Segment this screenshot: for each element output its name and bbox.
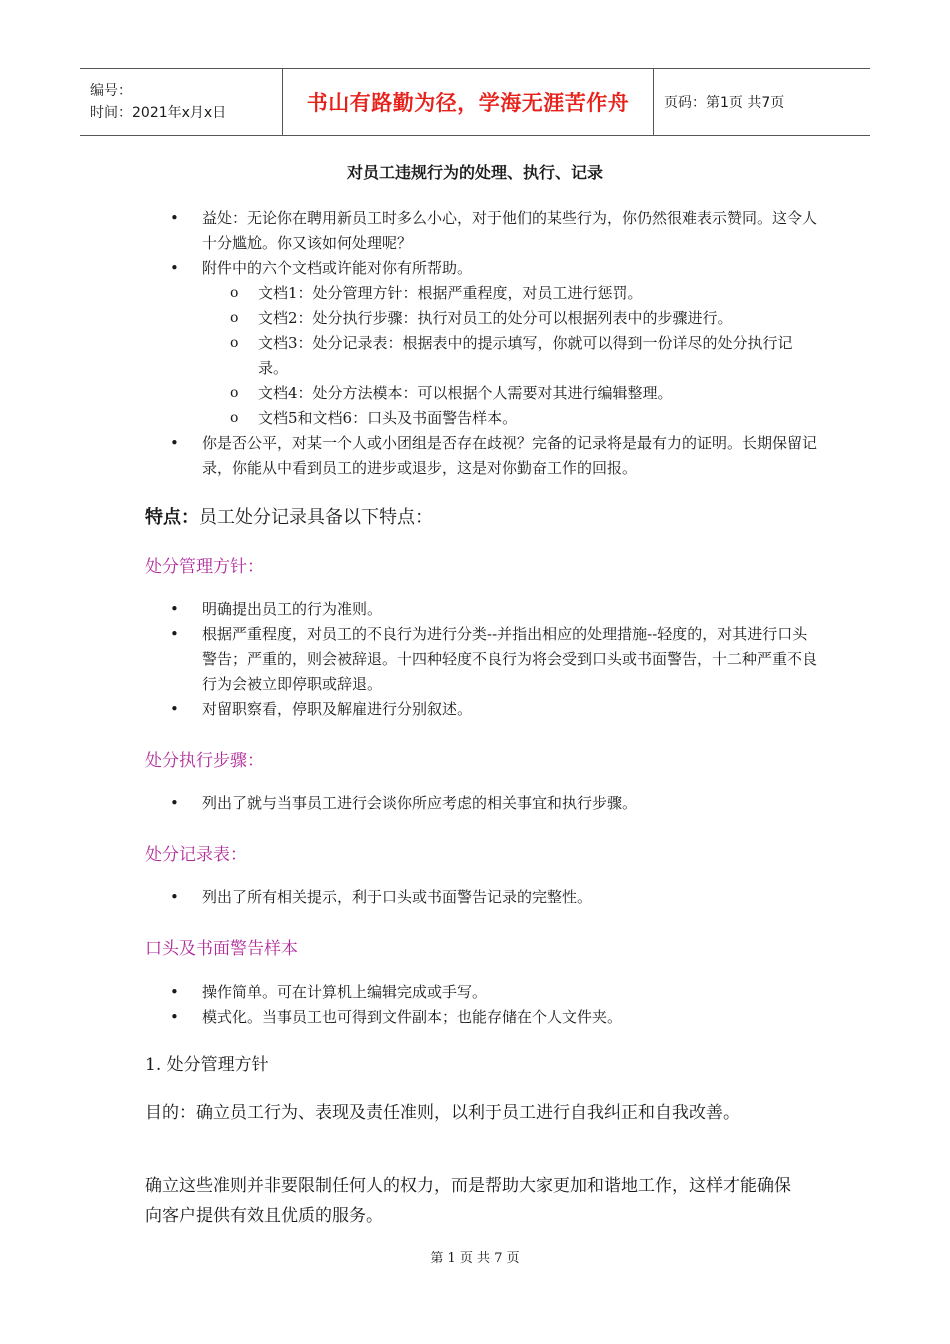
- section-list: [170, 980, 820, 1030]
- list-item: • 操作简单。可在计算机上编辑完成或手写。: [170, 980, 820, 1005]
- list-item: [170, 256, 820, 431]
- list-item: • 根据严重程度，对员工的不良行为进行分类--并指出相应的处理措施--轻度的，对其进行口头警告；严重的，则会被辞退。十四种轻度不良行为将会受到口头或书面警告，十二种严重不良行为会被立即停职或辞退。: [170, 622, 820, 697]
- sub-list-item: o 文档3：处分记录表：根据表中的提示填写，你就可以得到一份详尽的处分执行记录。: [230, 331, 818, 381]
- document-title: 对员工违规行为的处理、执行、记录: [346, 163, 603, 182]
- sub-list-item: o 文档1：处分管理方针：根据严重程度，对员工进行惩罚。: [230, 281, 818, 306]
- section-heading: 口头及书面警告样本: [145, 939, 298, 959]
- motto-text: 书山有路勤为径，学海无涯苦作舟: [306, 91, 630, 115]
- document-sublist: [202, 281, 820, 431]
- benefit-text: 益处：无论你在聘用新员工时多么小心，对于他们的某些行为，你仍然很难表示赞同。这令人十分尴尬。你又该如何处理呢？: [202, 209, 818, 252]
- attachment-text: 附件中的六个文档或许能对你有所帮助。: [202, 259, 473, 277]
- list-item: • 对留职察看，停职及解雇进行分别叙述。: [170, 697, 820, 722]
- page-footer: 第 1 页 共 7 页: [430, 1251, 520, 1266]
- section-list: [170, 791, 820, 816]
- feature-text: 员工处分记录具备以下特点：: [199, 507, 433, 528]
- document-number-label: 编号：: [90, 83, 132, 99]
- section-heading: 处分管理方针：: [145, 557, 264, 577]
- list-item: • 列出了所有相关提示，利于口头或书面警告记录的完整性。: [170, 885, 820, 910]
- sub-list-item: o 文档4：处分方法模本：可以根据个人需要对其进行编辑整理。: [230, 381, 818, 406]
- feature-label: 特点：: [145, 507, 199, 528]
- policy-purpose: 目的：确立员工行为、表现及责任准则，以利于员工进行自我纠正和自我改善。: [145, 1103, 740, 1123]
- feature-line: [145, 503, 433, 529]
- section-heading: 处分记录表：: [145, 845, 247, 865]
- header-meta: [80, 69, 282, 135]
- document-header: [80, 68, 870, 136]
- fairness-text: 你是否公平，对某一个人或小团组是否存在歧视？完备的记录将是最有力的证明。长期保留记录，你能从中看到员工的进步或退步，这是对你勤奋工作的回报。: [202, 434, 818, 477]
- list-item: [170, 206, 820, 256]
- page-number-label: 页码：第1页 共7页: [664, 95, 785, 111]
- section-list: [170, 597, 820, 722]
- header-page-info: [654, 69, 870, 135]
- list-item: • 列出了就与当事员工进行会谈你所应考虑的相关事宜和执行步骤。: [170, 791, 820, 816]
- policy-heading: 1. 处分管理方针: [145, 1055, 269, 1075]
- sub-list-item: o 文档2：处分执行步骤：执行对员工的处分可以根据列表中的步骤进行。: [230, 306, 818, 331]
- policy-paragraph: 确立这些准则并非要限制任何人的权力，而是帮助大家更加和谐地工作，这样才能确保向客户提供有效且优质的服务。: [145, 1176, 791, 1226]
- section-list: [170, 885, 820, 910]
- section-heading: 处分执行步骤：: [145, 751, 264, 771]
- sub-list-item: o 文档5和文档6：口头及书面警告样本。: [230, 406, 818, 431]
- list-item: • 模式化。当事员工也可得到文件副本；也能存储在个人文件夹。: [170, 1005, 820, 1030]
- header-motto: [282, 69, 654, 135]
- document-time-label: 时间：2021年x月x日: [90, 105, 227, 121]
- list-item: • 明确提出员工的行为准则。: [170, 597, 820, 622]
- intro-list: [170, 206, 820, 481]
- list-item: [170, 431, 820, 481]
